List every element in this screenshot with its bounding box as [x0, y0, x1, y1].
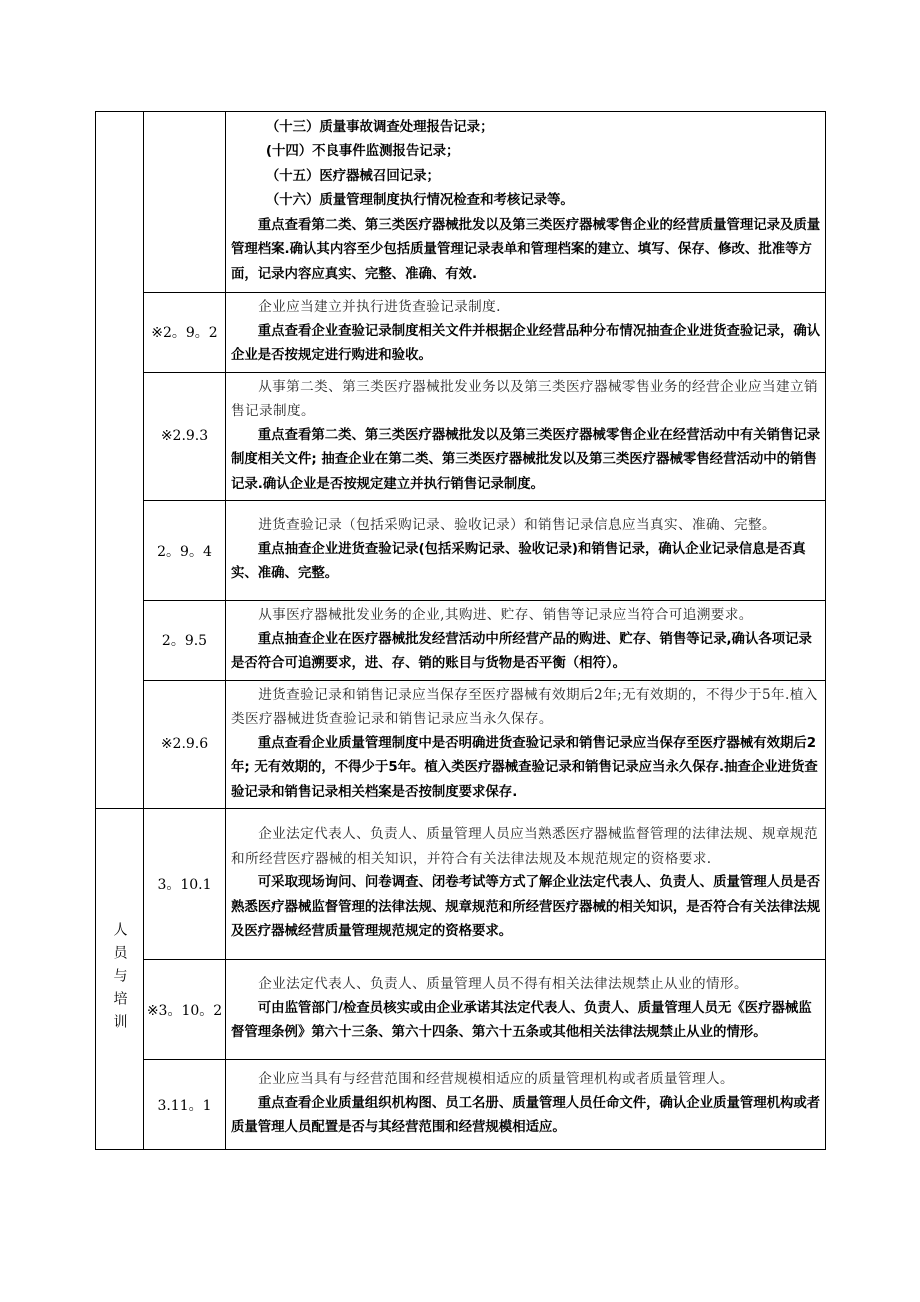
requirement-text: 企业法定代表人、负责人、质量管理人员不得有相关法律法规禁止从业的情形。 [258, 976, 748, 993]
table-row [96, 680, 826, 809]
content-cell [226, 809, 826, 960]
check-method: 可采取现场询问、问卷调查、闭卷考试等方式了解企业法定代表人、负责人、质量管理人员是否熟悉医疗器械监督管理的法律法规、规章规范和所经营医疗器械的相关知识，是否符合有关法律法规及医疗器械经营质量管理规范规定的资格要求。 [231, 875, 821, 940]
content-cell [226, 372, 826, 501]
check-method: 重点查看第二类、第三类医疗器械批发以及第三类医疗器械零售企业在经营活动中有关销售记录制度相关文件; 抽查企业在第二类、第三类医疗器械批发以及第三类医疗器械零售经营活动中的销售记录.确认企业是否按规定建立并执行销售记录制度。 [231, 427, 821, 492]
code-cell: 3.11。1 [144, 1060, 226, 1150]
check-method: 重点查看第二类、第三类医疗器械批发以及第三类医疗器械零售企业的经营质量管理记录及质量管理档案.确认其内容至少包括质量管理记录表单和管理档案的建立、填写、保存、修改、批准等方面，记录内容应真实、完整、准确、有效. [231, 217, 821, 282]
table-row [96, 1060, 826, 1150]
content-cell [226, 1060, 826, 1150]
table-row [96, 601, 826, 681]
table-row [96, 372, 826, 501]
category-cell [96, 809, 144, 1150]
code-cell: ※3。10。2 [144, 960, 226, 1060]
content-cell [226, 293, 826, 373]
code-cell: 2。9.5 [144, 601, 226, 681]
category-cell-empty [96, 112, 144, 809]
requirement-text: 企业应当建立并执行进货查验记录制度. [258, 299, 501, 315]
code-cell: ※2.9.3 [144, 372, 226, 501]
requirement-text: 企业应当具有与经营范围和经营规模相适应的质量管理机构或者质量管理人。 [258, 1071, 734, 1088]
code-cell: ※2.9.6 [144, 680, 226, 809]
table-row [96, 501, 826, 601]
check-method: 重点查看企业查验记录制度相关文件并根据企业经营品种分布情况抽查企业进货查验记录，确认企业是否按规定进行购进和验收。 [231, 323, 821, 363]
code-cell: ※2。9。2 [144, 293, 226, 373]
code-cell: 3。10.1 [144, 809, 226, 960]
requirement-text: 从事医疗器械批发业务的企业,其购进、贮存、销售等记录应当符合可追溯要求。 [258, 607, 753, 623]
requirement-text: 进货查验记录和销售记录应当保存至医疗器械有效期后2年;无有效期的，不得少于5年.植入类医疗器械进货查验记录和销售记录应当永久保存。 [231, 686, 818, 727]
code-cell [144, 112, 226, 293]
requirement-text: 从事第二类、第三类医疗器械批发业务以及第三类医疗器械零售业务的经营企业应当建立销售记录制度。 [231, 378, 818, 419]
requirement-text: 进货查验记录（包括采购记录、验收记录）和销售记录信息应当真实、准确、完整。 [258, 517, 776, 534]
check-method: 重点查看企业质量管理制度中是否明确进货查验记录和销售记录应当保存至医疗器械有效期后2年; 无有效期的，不得少于5年。植入类医疗器械查验记录和销售记录应当永久保存.抽查企业进货查验记录和销售记录相关档案是否按制度要求保存. [231, 735, 818, 800]
check-method: 重点抽查企业在医疗器械批发经营活动中所经营产品的购进、贮存、销售等记录,确认各项记录是否符合可追溯要求，进、存、销的账目与货物是否平衡（相符）。 [231, 631, 812, 671]
content-cell [226, 680, 826, 809]
table-row [96, 293, 826, 373]
content-cell [226, 960, 826, 1060]
table-row [96, 960, 826, 1060]
inspection-table [95, 111, 826, 1150]
content-cell [226, 601, 826, 681]
table-row [96, 112, 826, 293]
record-item: （十三）质量事故调查处理报告记录； [265, 119, 494, 135]
code-cell: 2。9。4 [144, 501, 226, 601]
category-label: 人员与培训 [111, 921, 128, 1037]
requirement-text: 企业法定代表人、负责人、质量管理人员应当熟悉医疗器械监督管理的法律法规、规章规范和所经营医疗器械的相关知识，并符合有关法律法规及本规范规定的资格要求. [231, 826, 818, 867]
check-method: 重点查看企业质量组织机构图、员工名册、质量管理人员任命文件，确认企业质量管理机构或者质量管理人员配置是否与其经营范围和经营规模相适应。 [231, 1095, 821, 1136]
table-row [96, 809, 826, 960]
record-item: (十四）不良事件监测报告记录； [265, 144, 460, 160]
check-method: 可由监管部门/检查员核实或由企业承诺其法定代表人、负责人、质量管理人员无《医疗器械监督管理条例》第六十三条、第六十四条、第六十五条或其他相关法律法规禁止从业的情形。 [231, 1000, 812, 1041]
record-item: （十五）医疗器械召回记录； [265, 168, 440, 184]
content-cell [226, 501, 826, 601]
record-item: （十六）质量管理制度执行情况检查和考核记录等。 [265, 193, 574, 209]
check-method: 重点抽查企业进货查验记录(包括采购记录、验收记录)和销售记录，确认企业记录信息是否真实、准确、完整。 [231, 541, 806, 582]
content-cell [226, 112, 826, 293]
